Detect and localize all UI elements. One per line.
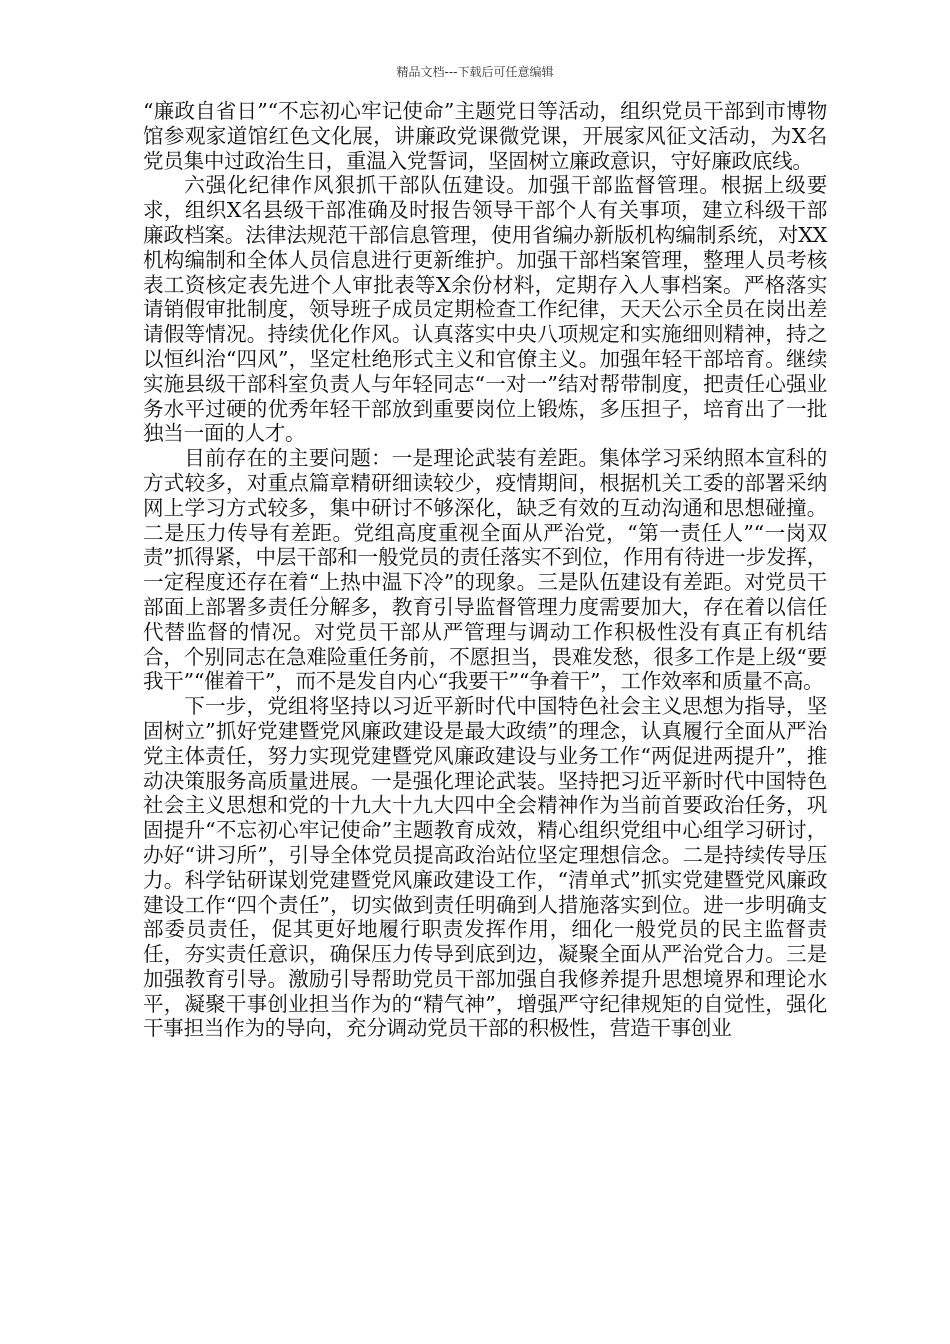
paragraph-discipline-style: 六强化纪律作风狠抓干部队伍建设。加强干部监督管理。根据上级要求，组织X名县级干部准确及时报告领导干部个人有关事项，建立科级干部廉政档案。法律法规范干部信息管理，使用省编办新版机构编制系统，对XX机构编制和全体人员信息进行更新维护。加强干部档案管理，整理人员考核表工资核定表先进个人审批表等X余份材料，定期存入人事档案。严格落实请销假审批制度，领导班子成员定期检查工作纪律，天天公示全员在岗出差请假等情况。持续优化作风。认真落实中央八项规定和实施细则精神，持之以恒纠治“四风”，坚定杜绝形式主义和官僚主义。加强年轻干部培育。继续实施县级干部科室负责人与年轻同志“一对一”结对帮带制度，把责任心强业务水平过硬的优秀年轻干部放到重要岗位上锻炼，多压担子，培育出了一批独当一面的人才。: [143, 173, 827, 446]
paragraph-continuation: “廉政自省日”“不忘初心牢记使命”主题党日等活动，组织党员干部到市博物馆参观家道馆红色文化展，讲廉政党课微党课，开展家风征文活动，为X名党员集中过政治生日，重温入党誓词，坚固树立廉政意识，守好廉政底线。: [143, 99, 827, 173]
paragraph-next-steps: 下一步，党组将坚持以习近平新时代中国特色社会主义思想为指导，坚固树立”抓好党建暨党风廉政建设是最大政绩”的理念，认真履行全面从严治党主体责任，努力实现党建暨党风廉政建设与业务工作“两促进两提升”，推动决策服务高质量进展。一是强化理论武装。坚持把习近平新时代中国特色社会主义思想和党的十九大十九大四中全会精神作为当前首要政治任务，巩固提升“不忘初心牢记使命”主题教育成效，精心组织党组中心组学习研讨，办好“讲习所”，引导全体党员提高政治站位坚定理想信念。二是持续传导压力。科学钻研谋划党建暨党风廉政建设工作，“清单式”抓实党建暨党风廉政建设工作“四个责任”，切实做到责任明确到人措施落实到位。进一步明确支部委员责任，促其更好地履行职责发挥作用，细化一般党员的民主监督责任，夯实责任意识，确保压力传导到底到边，凝聚全面从严治党合力。三是加强教育引导。激励引导帮助党员干部加强自我修养提升思想境界和理论水平，凝聚干事创业担当作为的“精气神”，增强严守纪律规矩的自觉性，强化干事担当作为的导向，充分调动党员干部的积极性，营造干事创业: [143, 694, 827, 1041]
paragraph-main-problems: 目前存在的主要问题：一是理论武装有差距。集体学习采纳照本宣科的方式较多，对重点篇章精研细读较少，疫情期间，根据机关工委的部署采纳网上学习方式较多，集中研讨不够深化，缺乏有效的互动沟通和思想碰撞。二是压力传导有差距。党组高度重视全面从严治党，“第一责任人”“一岗双责”抓得紧，中层干部和一般党员的责任落实不到位，作用有待进一步发挥，一定程度还存在着“上热中温下冷”的现象。三是队伍建设有差距。对党员干部面上部署多责任分解多，教育引导监督管理力度需要加大，存在着以信任代替监督的情况。对党员干部从严管理与调动工作积极性没有真正有机结合，个别同志在急难险重任务前，不愿担当，畏难发愁，很多工作是上级“要我干”“催着干”，而不是发自内心“我要干”“争着干”，工作效率和质量不高。: [143, 446, 827, 694]
document-body: [143, 99, 827, 1041]
page-header: 精品文档---下载后可任意编辑: [396, 65, 554, 79]
